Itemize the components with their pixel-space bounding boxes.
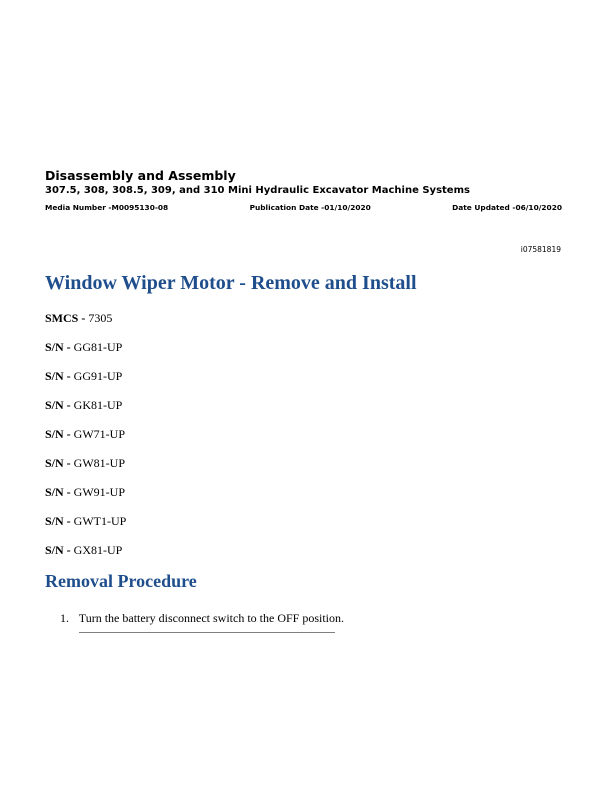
step-text: Turn the battery disconnect switch to the OFF position. xyxy=(78,611,345,625)
code-label: S/N - xyxy=(45,340,71,354)
code-label: SMCS - xyxy=(45,311,86,325)
date-updated: Date Updated -06/10/2020 xyxy=(452,203,562,212)
code-label: S/N - xyxy=(45,456,71,470)
page-title: Window Wiper Motor - Remove and Install xyxy=(45,272,417,294)
code-line-serial xyxy=(45,455,126,484)
document-id: i07581819 xyxy=(520,245,561,254)
code-list xyxy=(45,310,126,571)
code-label: S/N - xyxy=(45,398,71,412)
code-line-smcs xyxy=(45,310,126,339)
metadata-row xyxy=(45,202,562,214)
document-subtitle: 307.5, 308, 308.5, 309, and 310 Mini Hydraulic Excavator Machine Systems xyxy=(45,185,470,196)
code-line-serial xyxy=(45,542,126,571)
code-label: S/N - xyxy=(45,543,71,557)
media-number: Media Number -M0095130-08 xyxy=(45,203,169,212)
code-value: GG81-UP xyxy=(73,340,123,354)
publication-date: Publication Date -01/10/2020 xyxy=(249,203,371,212)
procedure-steps xyxy=(60,610,540,626)
code-label: S/N - xyxy=(45,485,71,499)
code-value: GWT1-UP xyxy=(73,514,127,528)
code-label: S/N - xyxy=(45,369,71,383)
code-value: GX81-UP xyxy=(73,543,123,557)
code-line-serial xyxy=(45,513,126,542)
code-value: 7305 xyxy=(88,311,113,325)
code-label: S/N - xyxy=(45,514,71,528)
procedure-step xyxy=(60,610,540,626)
code-line-serial xyxy=(45,397,126,426)
divider xyxy=(79,632,335,633)
code-value: GW91-UP xyxy=(73,485,125,499)
document-type: Disassembly and Assembly xyxy=(45,168,236,183)
code-label: S/N - xyxy=(45,427,71,441)
code-line-serial xyxy=(45,484,126,513)
code-value: GW81-UP xyxy=(73,456,125,470)
code-value: GK81-UP xyxy=(73,398,123,412)
step-number: 1. xyxy=(60,611,69,625)
code-line-serial xyxy=(45,368,126,397)
document-header xyxy=(45,168,562,214)
code-value: GW71-UP xyxy=(73,427,125,441)
code-value: GG91-UP xyxy=(73,369,123,383)
code-line-serial xyxy=(45,339,126,368)
section-title: Removal Procedure xyxy=(45,571,197,591)
code-line-serial xyxy=(45,426,126,455)
